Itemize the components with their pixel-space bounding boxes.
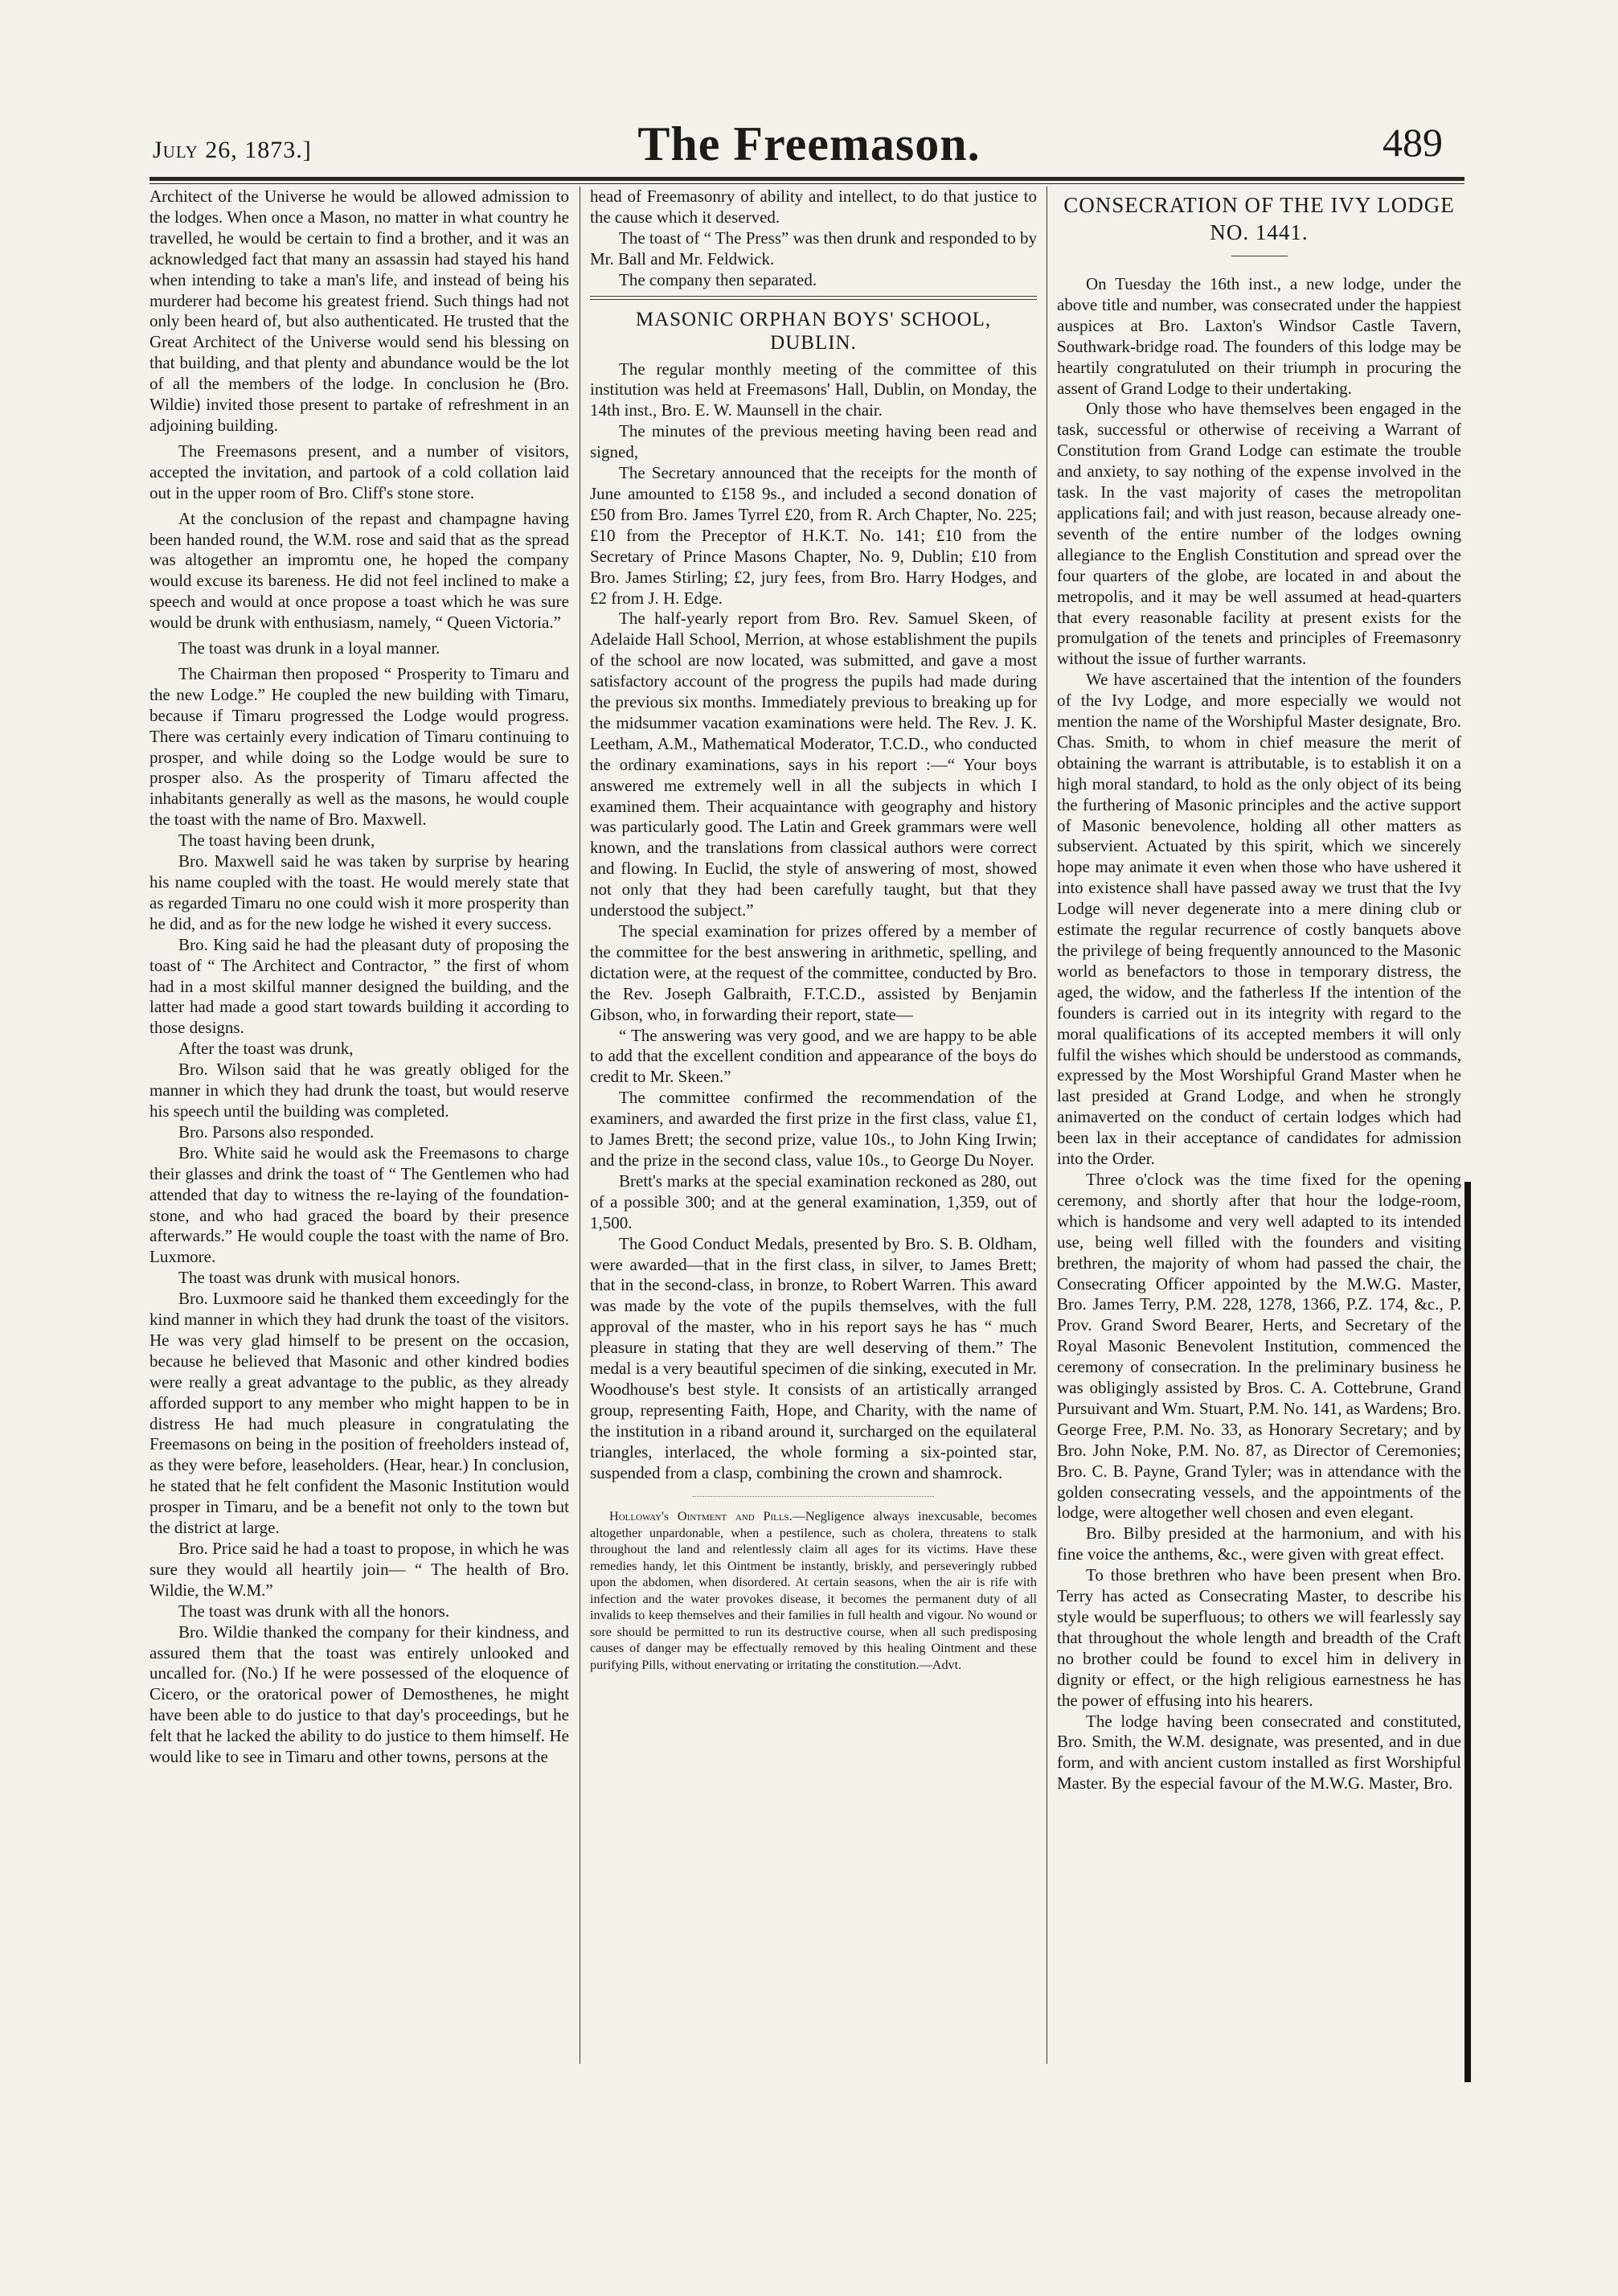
article-paragraph: Bro. Bilby presided at the harmonium, and with his fine voice the anthems, &c., were given with great effect. [1057,1523,1461,1564]
column-3 [1057,187,1461,2076]
article-paragraph: Bro. Maxwell said he was taken by surprise by hearing his name coupled with the toast. He would merely state that as regarded Timaru no one could wish it more prosperity than he did, and as for the new lodge he wished it every success. [150,851,569,933]
binding-edge-shadow [1464,1182,1471,2082]
article-paragraph: Bro. Price said he had a toast to propose, in which he was sure they would all heartily join— “ The health of Bro. Wildie, the W.M.” [150,1539,569,1600]
advertisement-title: Holloway's Ointment and Pills. [609,1509,793,1524]
section-heading: MASONIC ORPHAN BOYS' SCHOOL, DUBLIN. [635,308,992,354]
article-paragraph: Three o'clock was the time fixed for the opening ceremony, and shortly after that hour the lodge-room, which is handsome and very well adapted to its intended use, being well filled with the founders and visiting brethren, the majority of whom had passed the chair, the Consecrating Officer appointed by the M.W.G. Master, Bro. James Terry, P.M. 228, 1278, 1366, P.Z. 174, &c., P. Prov. Grand Sword Bearer, Herts, and Secretary of the Royal Masonic Benevolent Institution, commenced the ceremony of consecration. In the preliminary business he was obligingly assisted by Bros. C. A. Cottebrune, Grand Pursuivant and Wm. Stuart, P.M. No. 141, as Wardens; Bro. George Free, P.M. No. 33, as Honorary Secretary; and by Bro. John Noke, P.M. No. 87, as Director of Ceremonies; Bro. C. B. Payne, Grand Tyler; was in attendance with the golden consecrating vessels, and the appointments of the lodge, were altogether well chosen and even elegant. [1057,1169,1461,1523]
article-paragraph: Architect of the Universe he would be allowed admission to the lodges. When once a Mason, no matter in what country he travelled, he would be certain to find a brother, and it was an acknowledged fact that many an assassin had stayed his hand when intending to take a man's life, and instead of being his murderer had become his greatest friend. Such things had not only been heard of, but also authenticated. He trusted that the Great Architect of the Universe would send his blessing on that building, and that plenty and abundance would be the lot of all the members of the lodge. In conclusion he (Bro. Wildie) invited those present to partake of refreshment in an adjoining building. [150,187,569,435]
page-number: 489 [1382,120,1443,165]
issue-date: July 26, 1873.] [153,137,312,163]
article-paragraph: Bro. Parsons also responded. [178,1121,375,1142]
article-paragraph: The lodge having been consecrated and constituted, Bro. Smith, the W.M. designate, was presented, and in due form, and with ancient custom installed as first Worshipful Master. By the especial favour of the M.W.G. Master, Bro. [1057,1711,1461,1794]
section-rule [590,299,1037,300]
article-paragraph: The toast was drunk in a loyal manner. [178,638,440,658]
article-paragraph: The toast was drunk with musical honors. [178,1268,461,1288]
article-paragraph: Bro. King said he had the pleasant duty of proposing the toast of “ The Architect and Contractor, ” the first of whom had in a most skilful manner designed the building, and the latter had made a good start towards building it according to those designs. [150,934,569,1038]
article-paragraph: The minutes of the previous meeting having been read and signed, [590,421,1037,462]
article-paragraph: The toast of “ The Press” was then drunk and responded to by Mr. Ball and Mr. Feldwick. [590,228,1037,269]
advertisement-rule [693,1496,934,1497]
section-heading: CONSECRATION OF THE IVY LODGE [1063,193,1455,217]
article-paragraph: “ The answering was very good, and we are happy to be able to add that the excellent condition and appearance of the boys do credit to Mr. Skeen.” [590,1025,1037,1087]
article-paragraph: The company then separated. [619,269,817,289]
article-paragraph: To those brethren who have been present when Bro. Terry has acted as Consecrating Master, to describe his style would be superfluous; to others we will fearlessly say that throughout the whole length and breadth of the Craft no brother could be found to excel him in delivery in dignity or effect, or the high religious earnestness he has the power of effusing into his hearers. [1057,1565,1461,1710]
article-paragraph: The toast was drunk with all the honors. [178,1601,450,1621]
column-2 [590,187,1037,2076]
article-paragraph: The Freemasons present, and a number of visitors, accepted the invitation, and partook of a cold collation laid out in the upper room of Bro. Cliff's stone store. [150,441,569,502]
section-rule [590,296,1037,297]
advertisement [590,1508,1037,1673]
article-paragraph: Bro. Wilson said that he was greatly obliged for the manner in which they had drunk the toast, but would reserve his speech until the building was completed. [150,1060,569,1121]
section-heading-number: NO. 1441. [1210,220,1309,244]
article-paragraph: The Good Conduct Medals, presented by Bro. S. B. Oldham, were awarded—that in the first class, in silver, to James Brett; that in the second-class, in bronze, to Robert Warren. This award was made by the vote of the pupils themselves, with the full approval of the master, who in his report says he has “ much pleasure in stating that they are well deserving of them.” The medal is a very beautiful specimen of die sinking, executed in Mr. Woodhouse's best style. It consists of an artistically arranged group, representing Faith, Hope, and Charity, with the name of the institution in a riband around it, surcharged on the equilateral triangles, interlaced, the whole forming a six-pointed star, suspended from a clasp, combining the crown and shamrock. [590,1233,1037,1482]
article-paragraph: Brett's marks at the special examination reckoned as 280, out of a possible 300; and at the general examination, 1,359, out of 1,500. [590,1171,1037,1232]
article-paragraph: head of Freemasonry of ability and intellect, to do that justice to the cause which it deserved. [590,187,1037,227]
article-paragraph: Bro. Wildie thanked the company for their kindness, and assured them that the toast was entirely unlooked and uncalled for. (No.) If he were possessed of the eloquence of Cicero, or the oratorical power of Demosthenes, he might have been able to do justice to that day's proceedings, but he felt that he lacked the ability to do justice to them himself. He would like to see in Timaru and other towns, persons at the [150,1622,569,1767]
article-paragraph: The committee confirmed the recommendation of the examiners, and awarded the first prize in the first class, value £1, to James Brett; the second prize, value 10s., to John King Irwin; and the prize in the second class, value 10s., to George Du Noyer. [590,1088,1037,1170]
masthead-title: The Freemason. [637,117,981,170]
article-paragraph: The regular monthly meeting of the committee of this institution was held at Freemasons' Hall, Dublin, on Monday, the 14th inst., Bro. E. W. Maunsell in the chair. [590,359,1037,420]
article-paragraph: Only those who have themselves been engaged in the task, successful or otherwise of receiving a Warrant of Constitution from Grand Lodge can estimate the trouble and anxiety, to say nothing of the expense involved in the task. In the vast majority of cases the metropolitan applications fail; and with just reason, because already one-seventh of the entire number of the lodges owning allegiance to the English Constitution and spread over the four quarters of the globe, are located in and about the metropolis, and it may be well assumed at head-quarters that every reasonable facility at present exists for the promulgation of the tenets and principles of Freemasonry without the issue of further warrants. [1057,399,1461,669]
article-paragraph: On Tuesday the 16th inst., a new lodge, under the above title and number, was consecrated under the happiest auspices at Bro. Laxton's Windsor Castle Tavern, Southwark-bridge road. The founders of this lodge may be heartily congratuluted on their triumph in procuring the assent of Grand Lodge to their undertaking. [1057,274,1461,398]
article-paragraph: The Secretary announced that the receipts for the month of June amounted to £158 9s., and included a second donation of £50 from Bro. James Tyrrel £20, from R. Arch Chapter, No. 225; £10 from the Preceptor of H.K.T. No. 141; £10 from the Secretary of Prince Masons Chapter, No. 9, Dublin; £10 from Bro. James Stirling; £2, jury fees, from Bro. Harry Hodges, and £2 from J. H. Edge. [590,463,1037,608]
article-paragraph: The special examination for prizes offered by a member of the committee for the best answering in arithmetic, spelling, and dictation were, at the request of the committee, conducted by Bro. the Rev. Joseph Galbraith, F.T.C.D., assisted by Benjamin Gibson, who, in forwarding their report, state— [590,921,1037,1024]
article-paragraph: Bro. Luxmoore said he thanked them exceedingly for the kind manner in which they had drunk the toast of the visitors. He was very glad himself to be present on the occasion, because he believed that Masonic and other kindred bodies were really a great advantage to the public, as they already afforded support to any member who might happen to be in distress He had much pleasure in congratulating the Freemasons on being in the position of freeholders instead of, as they were before, leaseholders. (Hear, hear.) In conclusion, he stated that he felt confident the Masonic Institution would prosper in Timaru, and be a benefit not only to the town but the district at large. [150,1289,569,1538]
article-paragraph: After the toast was drunk, [178,1039,354,1059]
article-paragraph: At the conclusion of the repast and champagne having been handed round, the W.M. rose and said that as the spread was altogether an impromtu one, he hoped the company would excuse its bareness. He did not feel inclined to make a speech and would at once propose a toast which he was sure would be drunk with enthusiasm, namely, “ Queen Victoria.” [150,508,569,633]
article-paragraph: The Chairman then proposed “ Prosperity to Timaru and the new Lodge.” He coupled the new building with Timaru, because if Timaru progressed the Lodge would progress. There was certainly every indication of Timaru continuing to prosper, and while doing so the Lodge would be sure to prosper also. As the prosperity of Timaru affected the inhabitants generally as well as the masons, he would couple the toast with the name of Bro. Maxwell. [150,663,569,830]
masthead-rule [150,177,1464,181]
article-paragraph: We have ascertained that the intention of the founders of the Ivy Lodge, and more especially we would not mention the name of the Worshipful Master designate, Bro. Chas. Smith, to whom in chief measure the merit of obtaining the warrant is attributable, is to establish it on a high moral standard, to hold as the only object of its being the furthering of Masonic principles and the active support of Masonic benevolence, holding all other matters as subservient. Actuated by this spirit, which we sincerely hope may animate it even when those who have ushered it into existence shall have passed away we trust that the Ivy Lodge will never degenerate into a mere dining club or estimate the regular recurrence of costly banquets above the privilege of being frequently announced to the Masonic world as benefactors to those in temporary distress, the aged, the widow, and the fatherless If the intention of the founders is carried out in its integrity with regard to the moral qualifications of its accepted members it will only fulfil the wishes which should be understood as commands, expressed by the Most Worshipful Grand Master when he last presided at Grand Lodge, and when he strongly animaverted on the conduct of certain lodges which had been lax in their acceptance of candidates for admission into the Order. [1057,670,1461,1169]
article-paragraph: Bro. White said he would ask the Freemasons to charge their glasses and drink the toast of “ The Gentlemen who had attended that day to witness the re-laying of the foundation-stone, and who had graced the board by their presence afterwards.” He would couple the toast with the name of Bro. Luxmore. [150,1142,569,1267]
article-paragraph: The half-yearly report from Bro. Rev. Samuel Skeen, of Adelaide Hall School, Merrion, at whose establishment the pupils of the school are now located, was submitted, and gave a most satisfactory account of the progress the pupils had made during the previous six months. Immediately previous to breaking up for the midsummer vacation examinations were held. The Rev. J. K. Leetham, A.M., Mathematical Moderator, T.C.D., who conducted the ordinary examinations, says in his report :—“ Your boys answered me extremely well in all the subjects in which I examined them. Their acquaintance with geography and history was particularly good. The Latin and Greek grammars were well known, and the translations from classical authors were correct and flowing. In Euclid, the style of answering of most, showed not only that they had been carefully taught, but that they understood the subject.” [590,609,1037,920]
advertisement-body: —Negligence always inexcusable, becomes altogether unpardonable, when a pestilence, such as cholera, threatens to stalk throughout the land and relentlessly claim all ages for its victims. Have these remedies handy, let this Ointment be instantly, briskly, and perseveringly rubbed upon the abdomen, when disordered. At certain seasons, when the air is rife with infection and the water provokes disease, it becomes the permanent duty of all invalids to keep themselves and their families in full health and vigour. No wound or sore should be permitted to run its destructive course, when all such predisposing causes of danger may be effectually removed by this healing Ointment and these purifying Pills, without enervating or irritating the constitution.—Advt. [590,1509,1037,1672]
column-1 [150,187,569,2076]
article-paragraph: The toast having been drunk, [178,830,375,851]
masthead-rule-thin [150,183,1464,184]
